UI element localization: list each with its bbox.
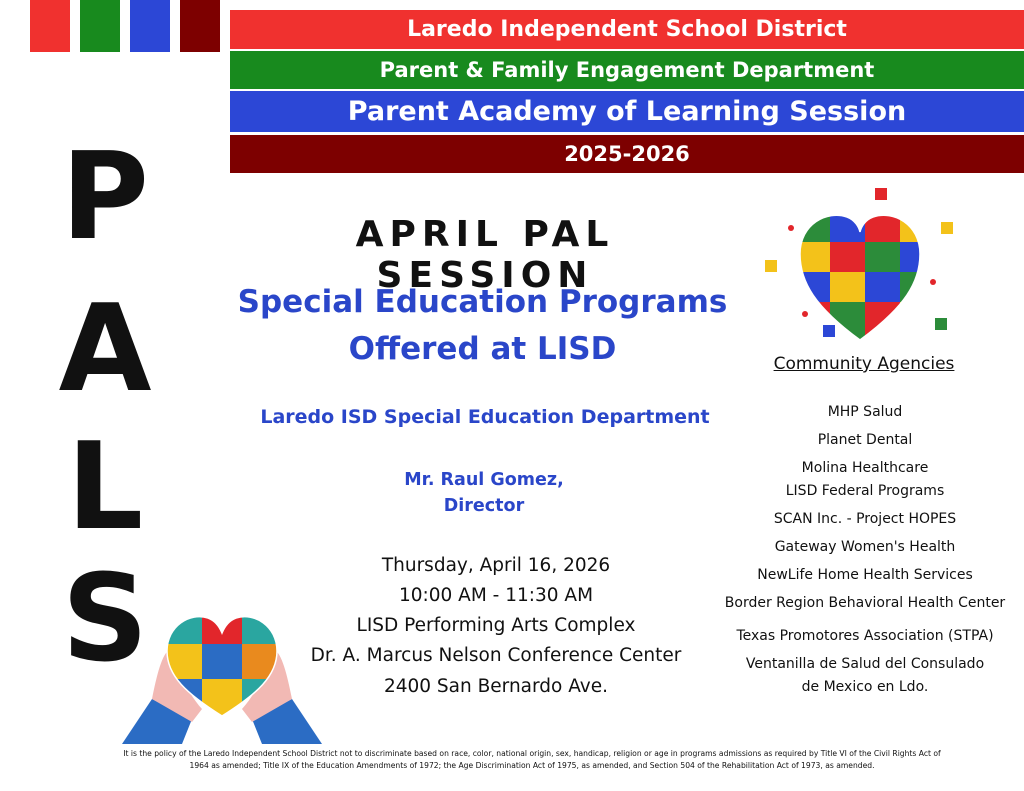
program-banner: Parent Academy of Learning Session — [230, 91, 1024, 132]
agency-item: SCAN Inc. - Project HOPES — [773, 511, 957, 527]
event-date: Thursday, April 16, 2026 — [381, 555, 611, 576]
community-agencies-title: Community Agencies — [773, 354, 955, 374]
department-banner: Parent & Family Engagement Department — [230, 51, 1024, 89]
green-square — [80, 0, 120, 52]
district-banner: Laredo Independent School District — [230, 10, 1024, 49]
agency-item: LISD Federal Programs — [785, 483, 945, 499]
topic-line-1: Special Education Programs — [237, 284, 728, 320]
pals-letter-a: A — [58, 280, 152, 419]
presenter-name: Mr. Raul Gomez, — [404, 470, 564, 490]
event-time: 10:00 AM - 11:30 AM — [398, 585, 594, 606]
agency-item: Gateway Women's Health — [774, 539, 956, 555]
nondiscrimination-policy — [50, 748, 1014, 772]
pals-letter-s: S — [61, 550, 149, 689]
agency-item: Texas Promotores Association (STPA) — [736, 628, 994, 644]
year-banner: 2025-2026 — [230, 135, 1024, 173]
presenter-org: Laredo ISD Special Education Department — [260, 406, 710, 428]
agency-item: MHP Salud — [827, 404, 903, 420]
event-address: 2400 San Bernardo Ave. — [383, 676, 609, 697]
topic-line-2: Offered at LISD — [348, 331, 617, 367]
presenter-title: Director — [443, 496, 525, 516]
agency-item: Border Region Behavioral Health Center — [724, 595, 1006, 611]
pals-letter-l: L — [66, 418, 144, 557]
agency-item: Planet Dental — [817, 432, 913, 448]
agency-item: de Mexico en Ldo. — [801, 679, 929, 695]
footer-line-2: 1964 as amended; Title IX of the Education Amendments of 1972; the Age Discrimination Act of 1975, as amended, and Section 504 of the Rehabilitation Act of 1973, as amended. — [189, 761, 875, 770]
session-title: APRIL PAL SESSION — [355, 214, 615, 296]
blue-square — [130, 0, 170, 52]
footer-line-1: It is the policy of the Laredo Independent School District not to discriminate based on race, color, national origin, sex, handicap, religion or age in programs admissions as required by Title VI of the Civil Rights Act of — [123, 749, 941, 758]
event-room: Dr. A. Marcus Nelson Conference Center — [310, 645, 682, 666]
red-square — [30, 0, 70, 52]
pals-letter-p: P — [61, 128, 149, 267]
hands-holding-puzzle-heart-icon — [122, 604, 322, 744]
event-venue: LISD Performing Arts Complex — [356, 615, 636, 636]
agency-item: Molina Healthcare — [801, 460, 929, 476]
agency-item: NewLife Home Health Services — [757, 567, 973, 583]
puzzle-heart-icon — [755, 182, 965, 352]
agency-item: Ventanilla de Salud del Consulado — [745, 656, 985, 672]
maroon-square — [180, 0, 220, 52]
